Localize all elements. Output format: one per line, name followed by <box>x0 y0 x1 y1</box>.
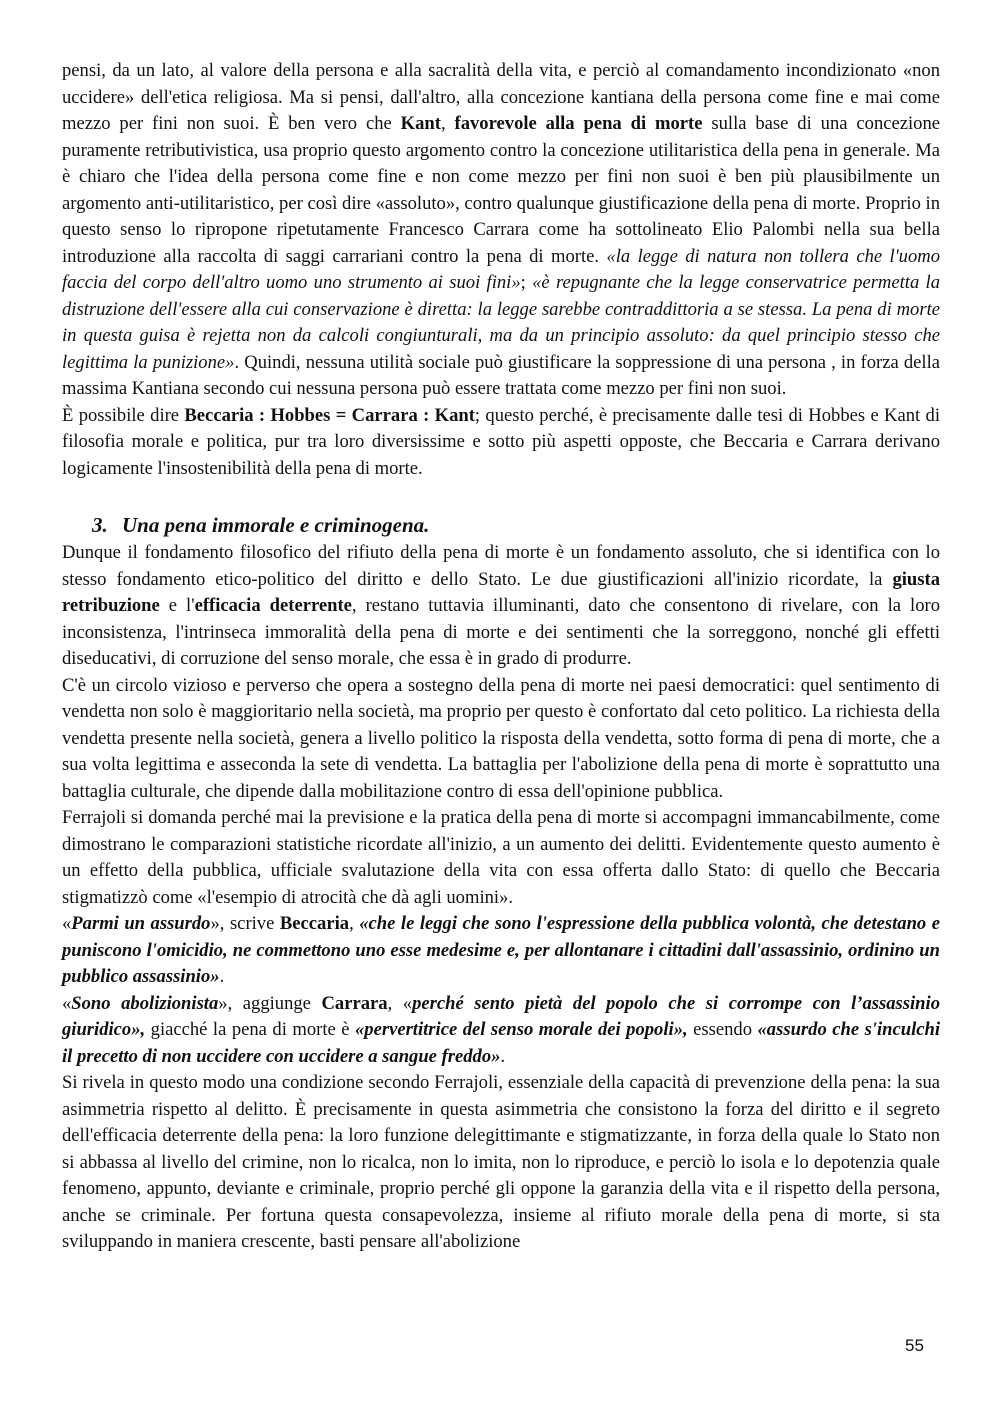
text-run: essendo <box>687 1019 758 1040</box>
text-run: sulla base di una concezione puramente retributivistica, usa proprio questo argomento contro la concezione utilitaristica della pena in generale. Ma è chiaro che l'idea della persona come fine e non come mezzo per fini non suoi è ben più plausibilmente un argomento anti-utilitaristico, per così dire «assoluto», contro qualunque giustificazione della pena di morte. Proprio in questo senso lo ripropone ripetutamente Francesco Carrara come ha sottolineato Elio Palombi nella sua bella introduzione alla raccolta di saggi carrariani contro la pena di morte. <box>62 113 941 267</box>
text-run: ; <box>520 272 533 293</box>
paragraph <box>62 991 940 1071</box>
section-title: Una pena immorale e criminogena. <box>122 513 430 537</box>
bold-text: Kant <box>400 113 441 134</box>
paragraph-spacer <box>62 482 940 510</box>
bold-text: Beccaria : Hobbes = Carrara : Kant <box>184 404 475 426</box>
paragraph <box>62 540 940 673</box>
text-run: », aggiunge <box>218 992 322 1014</box>
text-run: C'è un circolo vizioso e perverso che opera a sostegno della pena di morte nei paesi democratici: quel sentimento di vendetta non solo è maggioritario nella società, ma proprio per questo è confortato dal ceto politico. La richiesta della vendetta presente nella società, genera a livello politico la risposta della vendetta, sotto forma di pena di morte, che a sua volta legittima e asseconda la sete di vendetta. La battaglia per l'abolizione della pena di morte è soprattutto una battaglia culturale, che dipende dalla mobilitazione contro di essa dell'opinione pubblica. <box>62 674 940 802</box>
italic-quote: «la legge di natura non tollera che l'uomo faccia del corpo dell'altro uomo uno strumento ai suoi fini» <box>62 245 940 293</box>
paragraph <box>62 1070 940 1256</box>
bold-italic-quote: Parmi un assurdo <box>71 913 211 934</box>
bold-italic-quote: «che le leggi che sono l'espressione della pubblica volontà, che detestano e puniscono l'omicidio, ne commettono uno esse medesime e, per allontanare i cittadini dall'assassinio, ordinino un pubblico assassinio» <box>62 913 941 987</box>
text-run: , <box>440 113 455 134</box>
text-run: « <box>62 992 72 1014</box>
text-run: Dunque il fondamento filosofico del rifiuto della pena di morte è un fondamento assoluto, che si identifica con lo stesso fondamento etico-politico del diritto e dello Stato. Le due giustificazioni all'inizio ricordate, la <box>62 542 940 590</box>
text-run: . <box>219 966 225 987</box>
text-run: Si rivela in questo modo una condizione secondo Ferrajoli, essenziale della capacità di prevenzione della pena: la sua asimmetria rispetto al delitto. È precisamente in questa asimmetria che consistono la forza del diritto e il segreto dell'efficacia deterrente della pena: la loro funzione delegittimante e stigmatizzante, in forza della quale lo Stato non si abbassa al livello del crimine, non lo ricalca, non lo imita, non lo riproduce, e perciò lo isola e lo depotenzia quale fenomeno, appunto, deviante e criminale, proprio perché gli oppone la garanzia della vita e il rispetto della persona, anche se criminale. Per fortuna questa consapevolezza, insieme al rifiuto morale della pena di morte, si sta sviluppando in maniera crescente, basti pensare all'abolizione <box>62 1072 940 1252</box>
text-run: ; questo perché, è precisamente dalle tesi di Hobbes e Kant di filosofia morale e politica, pur tra loro diversissime e sotto più aspetti opposte, che Beccaria e Carrara derivano logicamente l'insostenibilità della pena di morte. <box>62 404 940 479</box>
italic-quote: «è repugnante che la legge conservatrice permetta la distruzione dell'essere alla cui conservazione è diretta: la legge sarebbe contraddittoria a se stessa. La pena di morte in questa guisa è rejetta non da calcoli congiunturali, ma da un principio assoluto: da quel principio stesso che legittima la punizione» <box>62 272 940 373</box>
text-run: giacché la pena di morte è <box>145 1019 355 1040</box>
section-heading <box>62 510 940 540</box>
bold-text: Beccaria <box>279 913 350 934</box>
paragraph <box>62 911 940 991</box>
paragraph <box>62 58 940 403</box>
bold-italic-quote: perché sento pietà del popolo che si corrompe con l’assassinio giuridico», <box>62 992 940 1040</box>
paragraph <box>62 805 940 911</box>
text-run: , <box>349 913 360 934</box>
text-run: È possibile dire <box>62 404 185 426</box>
text-run: . Quindi, nessuna utilità sociale può giustificare la soppressione di una persona , in forza della massima Kantiana secondo cui nessuna persona può essere trattata come mezzo per fini non suoi. <box>62 351 940 399</box>
text-run: , restano tuttavia illuminanti, dato che consentono di rivelare, con la loro inconsistenza, l'intrinseca immoralità della pena di morte e dei sentimenti che la sorreggono, nonché gli effetti diseducativi, di corruzione del senso morale, che essa è in grado di produrre. <box>62 595 940 669</box>
page-body <box>62 58 940 1256</box>
text-run: pensi, da un lato, al valore della persona e alla sacralità della vita, e perciò al comandamento incondizionato «non uccidere» dell'etica religiosa. Ma si pensi, dall'altro, alla concezione kantiana della persona come fine e mai come mezzo per fini non suoi. È ben vero che <box>62 60 940 134</box>
bold-text: favorevole alla pena di morte <box>454 113 703 134</box>
bold-italic-quote: Sono abolizionista <box>71 992 219 1014</box>
text-run: , « <box>387 992 413 1014</box>
text-run: », scrive <box>210 913 280 934</box>
bold-text: giusta retribuzione <box>62 568 940 616</box>
text-run: . <box>500 1045 506 1067</box>
paragraph <box>62 403 940 483</box>
bold-text: efficacia deterrente <box>194 595 352 616</box>
paragraph <box>62 673 940 806</box>
bold-text: Carrara <box>321 992 388 1014</box>
section-number: 3. <box>92 513 108 537</box>
section-text <box>62 540 940 1256</box>
text-run: e l' <box>159 595 195 616</box>
bold-italic-quote: «assurdo che s'inculchi il precetto di non uccidere con uccidere a sangue freddo» <box>62 1019 940 1067</box>
page-number: 55 <box>905 1336 924 1355</box>
text-run: « <box>62 913 72 934</box>
bold-italic-quote: «pervertitrice del senso morale dei popoli», <box>354 1019 688 1040</box>
intro-text <box>62 58 940 482</box>
text-run: Ferrajoli si domanda perché mai la previsione e la pratica della pena di morte si accompagni immancabilmente, come dimostrano le comparazioni statistiche ricordate all'inizio, a un aumento dei delitti. Evidentemente questo aumento è un effetto della pubblica, ufficiale svalutazione della vita con essa offerta dallo Stato: di quello che Beccaria stigmatizzò come «l'esempio di atrocità che dà agli uomini». <box>62 807 940 908</box>
